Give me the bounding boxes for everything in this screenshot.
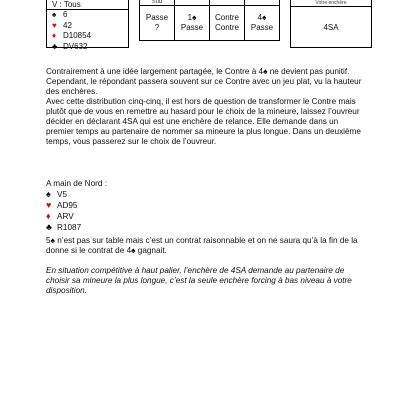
para3-text-end: gagnait. [135, 246, 167, 255]
paragraph-conclusion: En situation compétitive à haut palier, l’enchère de 4SA demande au partenaire de choisir sa mineure la plus longue, c’est la seule enchère forcing à bas niveau à votre disposition. [46, 266, 352, 295]
heart-icon: ♥ [52, 20, 57, 30]
diamond-icon: ♦ [52, 31, 57, 40]
deal-row-hearts [47, 21, 128, 32]
deal-box [46, 0, 129, 51]
north-row-clubs [46, 222, 107, 233]
bidding-header-cell: Sud [140, 0, 175, 6]
north-hand-title: A main de Nord : [46, 179, 107, 188]
deal-header: V : Tous [47, 0, 128, 10]
bid-cell-1 [140, 6, 175, 41]
deal-row-diamonds [47, 31, 128, 42]
north-diamonds-value: ARV [57, 212, 74, 221]
north-clubs-value: R1087 [57, 223, 82, 232]
deal-row-clubs [47, 42, 128, 53]
bid-level: 4 [257, 13, 263, 22]
north-row-spades [46, 189, 107, 200]
answer-header [291, 0, 371, 7]
bidding-row [140, 6, 280, 41]
bid-text: Contre [214, 13, 239, 22]
deal-clubs-value: DV632 [63, 41, 88, 51]
answer-box [290, 0, 372, 48]
heart-icon: ♥ [46, 200, 52, 210]
para3-text: n’est pas sur table mais c’est un contrat raisonnable et on ne saura qu’à la fin de la donne si le contrat de 4 [46, 236, 358, 255]
north-spades-value: V5 [57, 190, 68, 199]
paragraph-explanation: Avec cette distribution cinq-cinq, il est hors de question de transformer le Contre mais plutôt que de vous en remettre au hasard pour le choix de la mineure, laissez l’ouvreur décider en déclarant 4SA qui est une enchère de relance. Elle demande dans un premier temps au partenaire de nommer sa mineure la plus longue. Dans un deuxième temps, vous passerez sur le choix de l’ouvreur. [46, 97, 361, 146]
spade-icon: ♠ [131, 246, 136, 255]
north-row-diamonds [46, 211, 107, 222]
paragraph-intro [46, 67, 366, 97]
deal-diamonds-value: D10854 [63, 31, 92, 40]
spade-icon: ♠ [262, 13, 267, 22]
bid-cell-4 [245, 6, 280, 41]
north-hand [46, 178, 107, 233]
bidding-table [139, 0, 280, 41]
answer-header-text: Votre enchère [315, 0, 347, 6]
deal-hearts-value: 42 [63, 20, 72, 30]
spade-icon: ♠ [192, 13, 197, 22]
bid-text: Passe [180, 23, 204, 32]
bid-text: Passe [250, 23, 274, 32]
spade-icon: ♠ [46, 189, 51, 199]
answer-value: 4SA [323, 23, 339, 32]
north-row-hearts [46, 200, 107, 211]
deal-spades-value: 6 [63, 10, 68, 19]
spade-icon: ♠ [52, 10, 57, 19]
north-hearts-value: AD95 [57, 201, 78, 210]
club-icon: ♣ [52, 41, 58, 51]
spade-icon: ♠ [50, 236, 55, 245]
paragraph-result [46, 236, 366, 256]
bid-text: Contre [214, 23, 239, 32]
club-icon: ♣ [46, 222, 52, 232]
para3-lead: 5 [46, 236, 51, 245]
spade-icon: ♠ [263, 67, 268, 76]
para1-text-end: ne devient pas punitif. Cependant, le répondant passera souvent sur ce Contre avec un jeu plat, vu la hauteur des enchères. [46, 67, 362, 96]
bid-cell-2 [175, 6, 210, 41]
bid-cell-3 [210, 6, 245, 41]
deal-row-spades [47, 10, 128, 21]
diamond-icon: ♦ [46, 211, 51, 221]
bid-text: ? [154, 23, 160, 32]
bid-level: 1 [187, 13, 193, 22]
bid-text: Passe [145, 13, 169, 22]
para1-text-start: Contrairement à une idée largement partagée, le Contre à 4 [46, 67, 264, 76]
